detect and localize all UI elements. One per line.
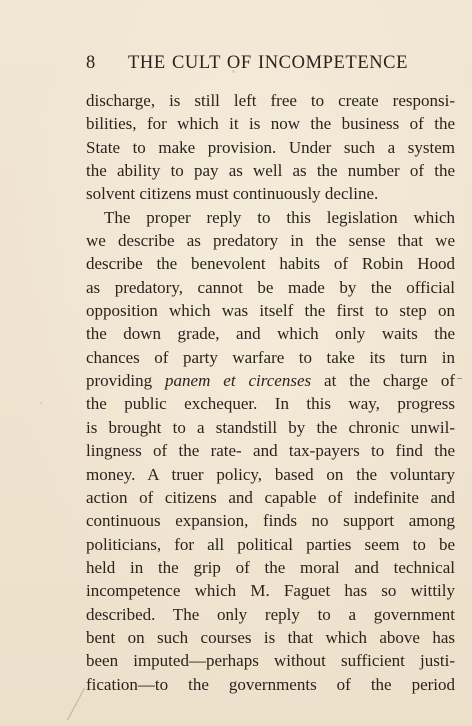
text-line: the public exchequer. In this way, progress [86,394,455,414]
text-fragment: providing [86,371,166,391]
page-number: 8 [86,53,96,73]
text-line: incompetence which M. Faguet has so wittily [86,581,455,601]
text-line: fication—to the governments of the period [86,674,455,694]
text-line: lingness of the rate- and tax-payers to find the [86,441,455,461]
text-line: we describe as predatory in the sense that we [86,231,455,251]
text-line: discharge, is still left free to create responsi- [86,91,455,110]
paragraph-1 [86,89,455,206]
text-line: the down grade, and which only waits the [86,324,455,344]
text-line: politicians, for all political parties seem to be [86,534,455,554]
text-line: The proper reply to this legislation which [104,207,455,227]
text-line: held in the grip of the moral and technical [86,557,455,577]
margin-mark [457,378,462,379]
text-line: bent on such courses is that which above has [86,627,455,647]
text-line: money. A truer policy, based on the voluntary [86,464,455,484]
text-line: described. The only reply to a government [86,604,455,624]
text-line: chances of party warfare to take its turn in [86,347,455,367]
body-text [86,89,455,696]
text-line: solvent citizens must continuously decline. [86,184,379,204]
text-line: action of citizens and capable of indefinite and [86,487,455,507]
page-header [86,53,456,79]
text-line: the ability to pay as well as the number of the [86,161,455,181]
paper-spot [300,640,302,642]
text-line: is brought to a standstill by the chronic unwil- [86,417,455,437]
text-fragment: at the charge of [311,371,455,391]
text-line: describe the benevolent habits of Robin Hood [86,254,455,274]
paper-spot [40,402,42,404]
italic-phrase: panem et circenses [165,371,312,391]
running-title: THE CULT OF INCOMPETENCE [128,53,409,73]
text-line-with-italic [86,369,455,392]
text-line: been imputed—perhaps without sufficient justi- [86,651,455,671]
paper-crease [67,688,92,724]
paragraph-2 [86,206,455,696]
text-line: opposition which was itself the first to step on [86,301,455,321]
text-line: bilities, for which it is now the business of the [86,114,455,134]
text-line: continuous expansion, finds no support among [86,511,455,531]
text-line: State to make provision. Under such a system [86,137,455,157]
text-line: as predatory, cannot be made by the official [86,277,455,297]
paper-spot [232,70,235,73]
